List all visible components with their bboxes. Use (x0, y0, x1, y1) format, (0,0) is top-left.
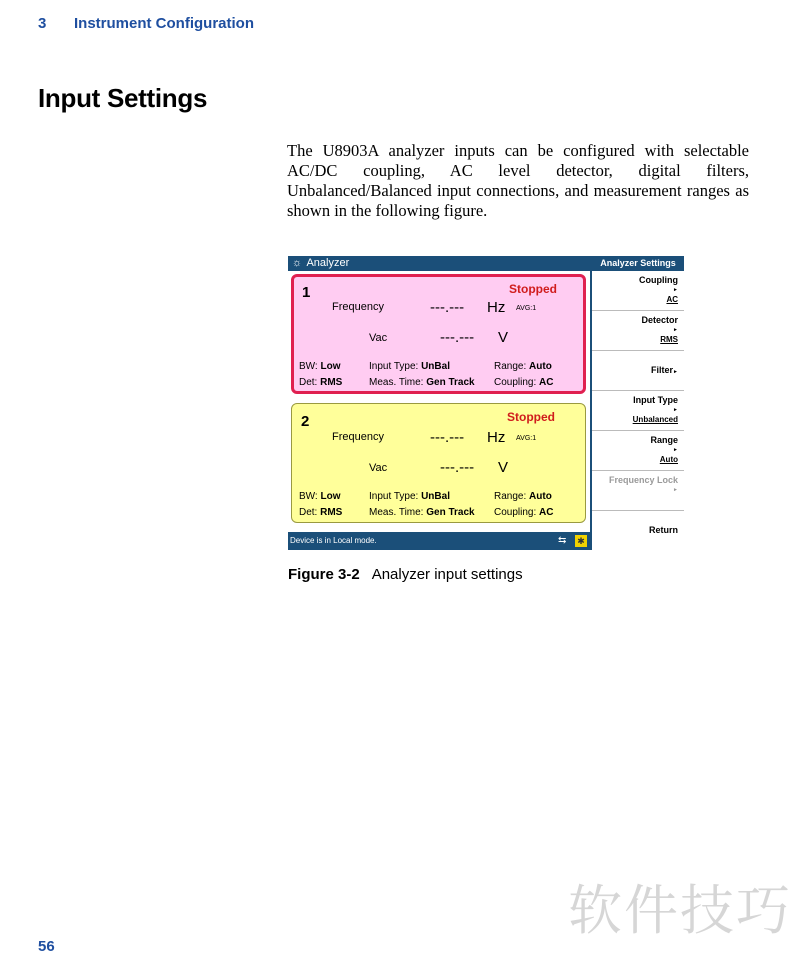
det-setting: Det: RMS (299, 377, 343, 388)
vac-value: ---.--- (440, 459, 475, 476)
frequency-unit: Hz (487, 429, 506, 446)
status-message: Device is in Local mode. (290, 536, 377, 545)
input-type-setting: Input Type: UnBal (369, 491, 450, 502)
avg-count: AVG:1 (516, 435, 537, 442)
frequency-label: Frequency (332, 431, 384, 443)
channel-number: 1 (302, 284, 311, 301)
figure-caption (288, 566, 523, 583)
vac-unit: V (498, 459, 509, 476)
softkey-value: Auto (659, 455, 678, 464)
softkey-panel (590, 256, 684, 550)
arrow-right-icon: ► (673, 369, 678, 375)
chapter-number: 3 (38, 15, 47, 32)
softkey-label: Coupling (639, 275, 678, 285)
softkey-coupling[interactable] (592, 271, 684, 311)
intro-paragraph: The U8903A analyzer inputs can be configured with selectable AC/DC coupling, AC level detector, digital filters, Unbalanced/Balanced input connections, and measurement ranges as shown in the following figure. (287, 141, 749, 220)
softkey-input-type[interactable] (592, 391, 684, 431)
det-setting: Det: RMS (299, 507, 343, 518)
range-setting: Range: Auto (494, 361, 552, 372)
input-type-setting: Input Type: UnBal (369, 361, 450, 372)
chapter-title: Instrument Configuration (74, 15, 254, 32)
usb-icon: ⇆ (558, 535, 567, 546)
coupling-setting: Coupling: AC (494, 507, 554, 518)
softkey-detector[interactable] (592, 311, 684, 351)
channel-1-panel[interactable] (291, 274, 586, 394)
page-title: Input Settings (38, 83, 208, 113)
vac-label: Vac (369, 462, 388, 474)
softkey-label: Filter► (651, 365, 678, 375)
avg-count: AVG:1 (516, 305, 537, 312)
softkey-label: Range (650, 435, 678, 445)
arrow-right-icon: ► (673, 447, 678, 453)
warning-icon: ✱ (575, 535, 587, 547)
softkey-panel-title: Analyzer Settings (592, 256, 684, 271)
arrow-right-icon: ► (673, 487, 678, 493)
vac-label: Vac (369, 332, 388, 344)
figure-caption-text: Analyzer input settings (371, 566, 523, 583)
meas-time-setting: Meas. Time: Gen Track (369, 507, 475, 518)
channel-state: Stopped (509, 282, 557, 296)
channel-state: Stopped (507, 410, 555, 424)
frequency-value: ---.--- (430, 429, 465, 446)
softkey-label: Detector (641, 315, 678, 325)
window-title: Analyzer (306, 257, 350, 269)
softkey-range[interactable] (592, 431, 684, 471)
softkey-value: Unbalanced (632, 415, 678, 424)
channel-2-panel[interactable] (291, 403, 586, 523)
softkey-filter[interactable] (592, 351, 684, 391)
bw-setting: BW: Low (299, 491, 341, 502)
measurement-area (288, 271, 590, 532)
softkey-value: AC (666, 295, 678, 304)
arrow-right-icon: ► (673, 407, 678, 413)
softkey-label: Frequency Lock (608, 475, 678, 485)
figure-label: Figure 3-2 (288, 566, 360, 583)
softkey-frequency-lock[interactable] (592, 471, 684, 511)
window-titlebar (288, 256, 589, 271)
watermark: 软件技巧 (568, 879, 792, 942)
frequency-value: ---.--- (430, 299, 465, 316)
softkey-label: Return (649, 525, 678, 535)
softkey-label: Input Type (633, 395, 678, 405)
meas-time-setting: Meas. Time: Gen Track (369, 377, 475, 388)
frequency-label: Frequency (332, 301, 384, 313)
analyzer-screenshot (288, 256, 684, 550)
status-bar (288, 532, 590, 550)
softkey-return[interactable] (592, 511, 684, 550)
coupling-setting: Coupling: AC (494, 377, 554, 388)
frequency-unit: Hz (487, 299, 506, 316)
page-number: 56 (38, 938, 55, 955)
bw-setting: BW: Low (299, 361, 341, 372)
arrow-right-icon: ► (673, 327, 678, 333)
vac-unit: V (498, 329, 509, 346)
arrow-right-icon: ► (673, 287, 678, 293)
softkey-value: RMS (660, 335, 678, 344)
vac-value: ---.--- (440, 329, 475, 346)
channel-number: 2 (301, 413, 310, 430)
sun-icon: ☼ (291, 257, 303, 269)
range-setting: Range: Auto (494, 491, 552, 502)
